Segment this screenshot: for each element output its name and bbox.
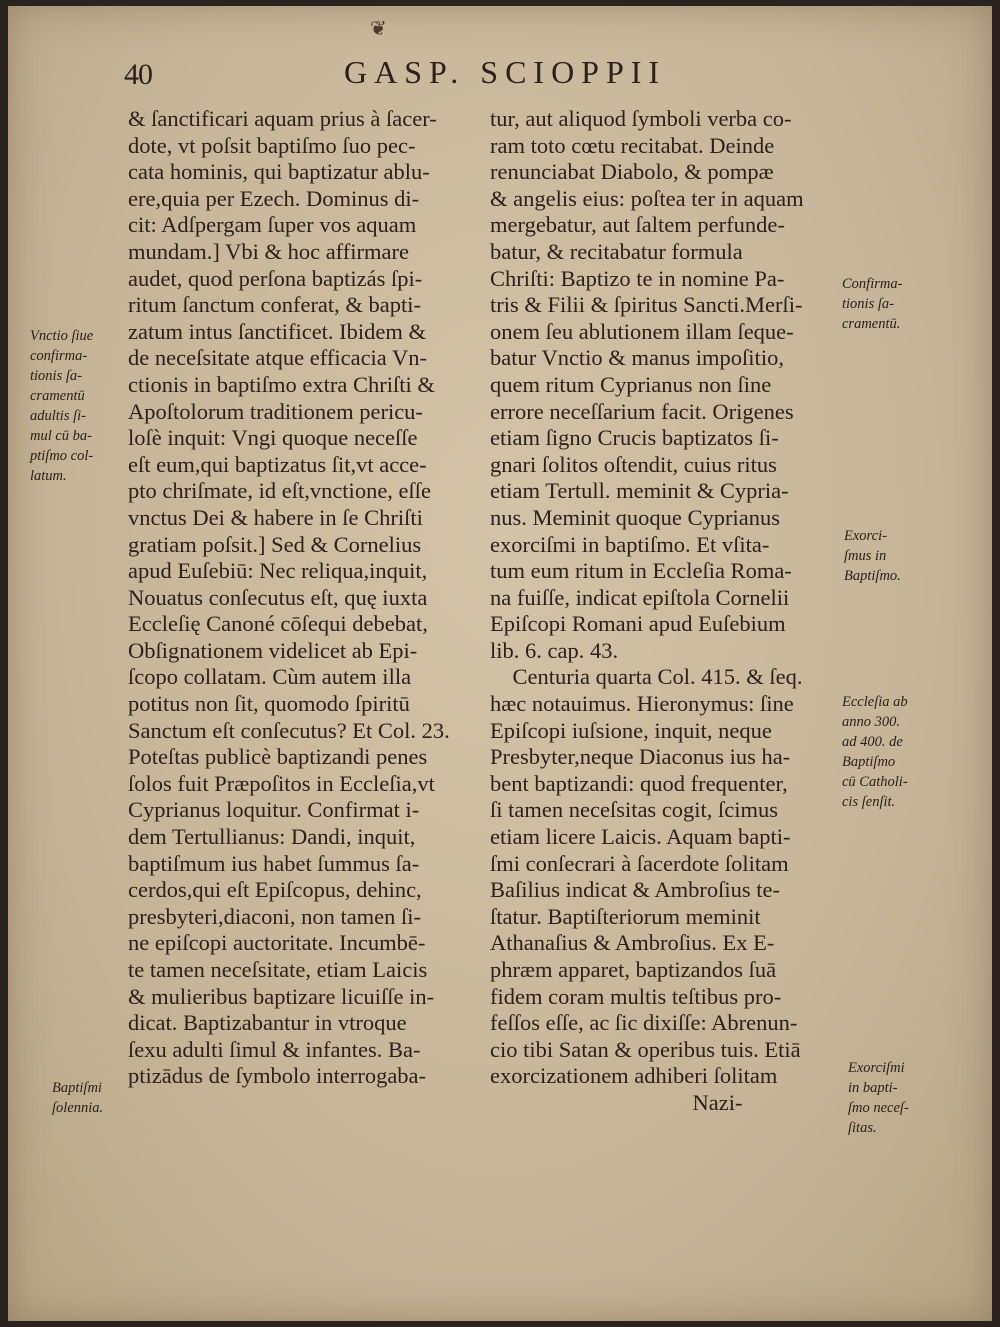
text-line: fidem coram multis teſtibus pro- bbox=[490, 983, 782, 1009]
text-line: Baſilius indicat & Ambroſius te- bbox=[490, 877, 780, 903]
text-line: exorcizationem adhiberi ſolitam bbox=[490, 1063, 778, 1089]
text-line: Presbyter,neque Diaconus ius ha- bbox=[490, 744, 791, 770]
text-line: Nouatus conſecutus eſt, quę iuxta bbox=[128, 584, 428, 610]
text-line: Epiſcopi iuſsione, inquit, neque bbox=[490, 717, 772, 743]
text-line: etiam ſigno Crucis baptizatos ſi- bbox=[490, 425, 779, 451]
text-line: & angelis eius: poſtea ter in aquam bbox=[490, 185, 804, 211]
margin-note-vnctio: Vnctio ſiue confirma- tionis ſa- cramentū adultis ſi- mul cū ba- ptiſmo col- latum. bbox=[30, 328, 94, 484]
text-line: tum eum ritum in Eccleſia Roma- bbox=[490, 558, 792, 584]
text-line: etiam Tertull. meminit & Cypria- bbox=[490, 478, 789, 504]
text-line: mergebatur, aut ſaltem perfunde- bbox=[490, 212, 785, 238]
text-line: etiam licere Laicis. Aquam bapti- bbox=[490, 824, 791, 850]
text-line: vnctus Dei & habere in ſe Chriſti bbox=[128, 504, 423, 530]
text-line: dem Tertullianus: Dandi, inquit, bbox=[128, 824, 416, 850]
text-line: bent baptizandi: quod frequenter, bbox=[490, 770, 788, 796]
text-line: Apoſtolorum traditionem pericu- bbox=[128, 398, 423, 424]
text-line: tur, aut aliquod ſymboli verba co- bbox=[490, 106, 792, 131]
text-line: ſcopo collatam. Cùm autem illa bbox=[128, 664, 412, 690]
running-head: GASP. SCIOPPII bbox=[344, 54, 667, 90]
text-line: cerdos,qui eſt Epiſcopus, dehinc, bbox=[128, 877, 422, 903]
text-line: Athanaſius & Ambroſius. Ex E- bbox=[490, 930, 775, 956]
margin-note-exorcismus: Exorci- ſmus in Baptiſmo. bbox=[844, 528, 901, 584]
text-line: apud Euſebiū: Nec reliqua,inquit, bbox=[128, 558, 428, 584]
text-line: te tamen neceſsitate, etiam Laicis bbox=[128, 957, 428, 982]
text-line: Centuria quarta Col. 415. & ſeq. bbox=[490, 664, 803, 690]
text-line: ſmi conſecrari à ſacerdote ſolitam bbox=[490, 850, 789, 876]
text-line: eſt eum,qui baptizatus ſit,vt acce- bbox=[128, 451, 427, 477]
text-line: de neceſsitate atque efficacia Vn- bbox=[128, 345, 428, 371]
page-number: 40 bbox=[124, 58, 152, 91]
text-line: cio tibi Satan & operibus tuis. Etiā bbox=[490, 1036, 801, 1062]
margin-note-confirmationis: Confirma- tionis ſa- cramentū. bbox=[842, 276, 903, 332]
text-line: ne epiſcopi auctoritate. Incumbē- bbox=[128, 930, 426, 956]
text-line: potitus non ſit, quomodo ſpiritū bbox=[128, 691, 410, 717]
text-line: Sanctum eſt conſecutus? Et Col. 23. bbox=[128, 717, 450, 743]
text-line: audet, quod perſona baptizás ſpi- bbox=[128, 265, 423, 291]
margin-note-baptismi: Baptiſmi ſolennia. bbox=[52, 1080, 104, 1116]
text-line: hæc notauimus. Hieronymus: ſine bbox=[490, 691, 794, 717]
text-line: dicat. Baptizabantur in vtroque bbox=[128, 1010, 407, 1036]
text-line: zatum intus ſanctificet. Ibidem & bbox=[128, 318, 427, 344]
text-line: ſtatur. Baptiſteriorum meminit bbox=[490, 903, 761, 929]
text-line: lib. 6. cap. 43. bbox=[490, 637, 619, 663]
text-line: Eccleſię Canoné cōſequi debebat, bbox=[128, 611, 428, 637]
text-line: ram toto cœtu recitabat. Deinde bbox=[490, 132, 775, 158]
text-line: & ſanctificari aquam prius à ſacer- bbox=[128, 106, 437, 131]
text-line: onem ſeu ablutionem illam ſeque- bbox=[490, 318, 794, 344]
text-line: Nazi- bbox=[490, 1089, 743, 1115]
text-line: renunciabat Diabolo, & pompæ bbox=[490, 159, 774, 185]
text-line: na fuiſſe, indicat epiſtola Cornelii bbox=[490, 584, 790, 610]
text-line: Cyprianus loquitur. Confirmat i- bbox=[128, 797, 420, 823]
margin-note-ecclesia: Eccleſia ab anno 300. ad 400. de Baptiſmo cū Catholi- cis ſenſit. bbox=[842, 694, 908, 810]
text-line: tris & Filii & ſpiritus Sancti.Merſi- bbox=[490, 292, 803, 318]
text-line: mundam.] Vbi & hoc affirmare bbox=[128, 238, 409, 264]
text-line: batur Vnctio & manus impoſitio, bbox=[490, 345, 784, 371]
text-line: dote, vt poſsit baptiſmo ſuo pec- bbox=[128, 132, 416, 158]
text-line: ſi tamen neceſsitas cogit, ſcimus bbox=[490, 797, 779, 823]
text-line: Obſignationem videlicet ab Epi- bbox=[128, 637, 418, 663]
text-line: presbyteri,diaconi, non tamen ſi- bbox=[128, 903, 422, 929]
text-line: phræm apparet, baptizandos ſuā bbox=[490, 957, 777, 982]
head-ornament: ❦ bbox=[370, 18, 387, 40]
text-line: batur, & recitabatur formula bbox=[490, 238, 743, 264]
right-text-column bbox=[490, 106, 838, 1117]
text-line: feſſos eſſe, ac ſic dixiſſe: Abrenun- bbox=[490, 1010, 798, 1036]
text-line: cit: Adſpergam ſuper vos aquam bbox=[128, 212, 417, 238]
margin-note-exorcismi: Exorciſmi in bapti- ſmo neceſ- ſitas. bbox=[848, 1060, 909, 1136]
text-line: & mulieribus baptizare licuiſſe in- bbox=[128, 983, 435, 1009]
text-line: pto chriſmate, id eſt,vnctione, eſſe bbox=[128, 478, 432, 504]
text-line: ptizādus de ſymbolo interrogaba- bbox=[128, 1063, 427, 1089]
text-line: quem ritum Cyprianus non ſine bbox=[490, 371, 772, 397]
text-line: gratiam poſsit.] Sed & Cornelius bbox=[128, 531, 422, 557]
text-line: ctionis in baptiſmo extra Chriſti & bbox=[128, 371, 435, 397]
text-line: ſexu adulti ſimul & infantes. Ba- bbox=[128, 1036, 421, 1062]
left-text-column bbox=[128, 106, 490, 1090]
text-line: Chriſti: Baptizo te in nomine Pa- bbox=[490, 265, 785, 291]
text-line: ſolos fuit Præpoſitos in Eccleſia,vt bbox=[128, 770, 435, 796]
text-line: Poteſtas publicè baptizandi penes bbox=[128, 744, 428, 770]
text-line: nus. Meminit quoque Cyprianus bbox=[490, 504, 780, 530]
text-line: Epiſcopi Romani apud Euſebium bbox=[490, 611, 786, 637]
text-line: ere,quia per Ezech. Dominus di- bbox=[128, 185, 420, 211]
text-line: exorciſmi in baptiſmo. Et vſita- bbox=[490, 531, 770, 557]
text-line: errore neceſſarium facit. Origenes bbox=[490, 398, 794, 424]
text-line: cata hominis, qui baptizatur ablu- bbox=[128, 159, 430, 185]
book-page bbox=[8, 6, 992, 1321]
text-line: ritum ſanctum conferat, & bapti- bbox=[128, 292, 422, 318]
text-line: gnari ſolitos oſtendit, cuius ritus bbox=[490, 451, 777, 477]
text-line: baptiſmum ius habet ſummus ſa- bbox=[128, 850, 420, 876]
text-line: loſè inquit: Vngi quoque neceſſe bbox=[128, 425, 418, 451]
